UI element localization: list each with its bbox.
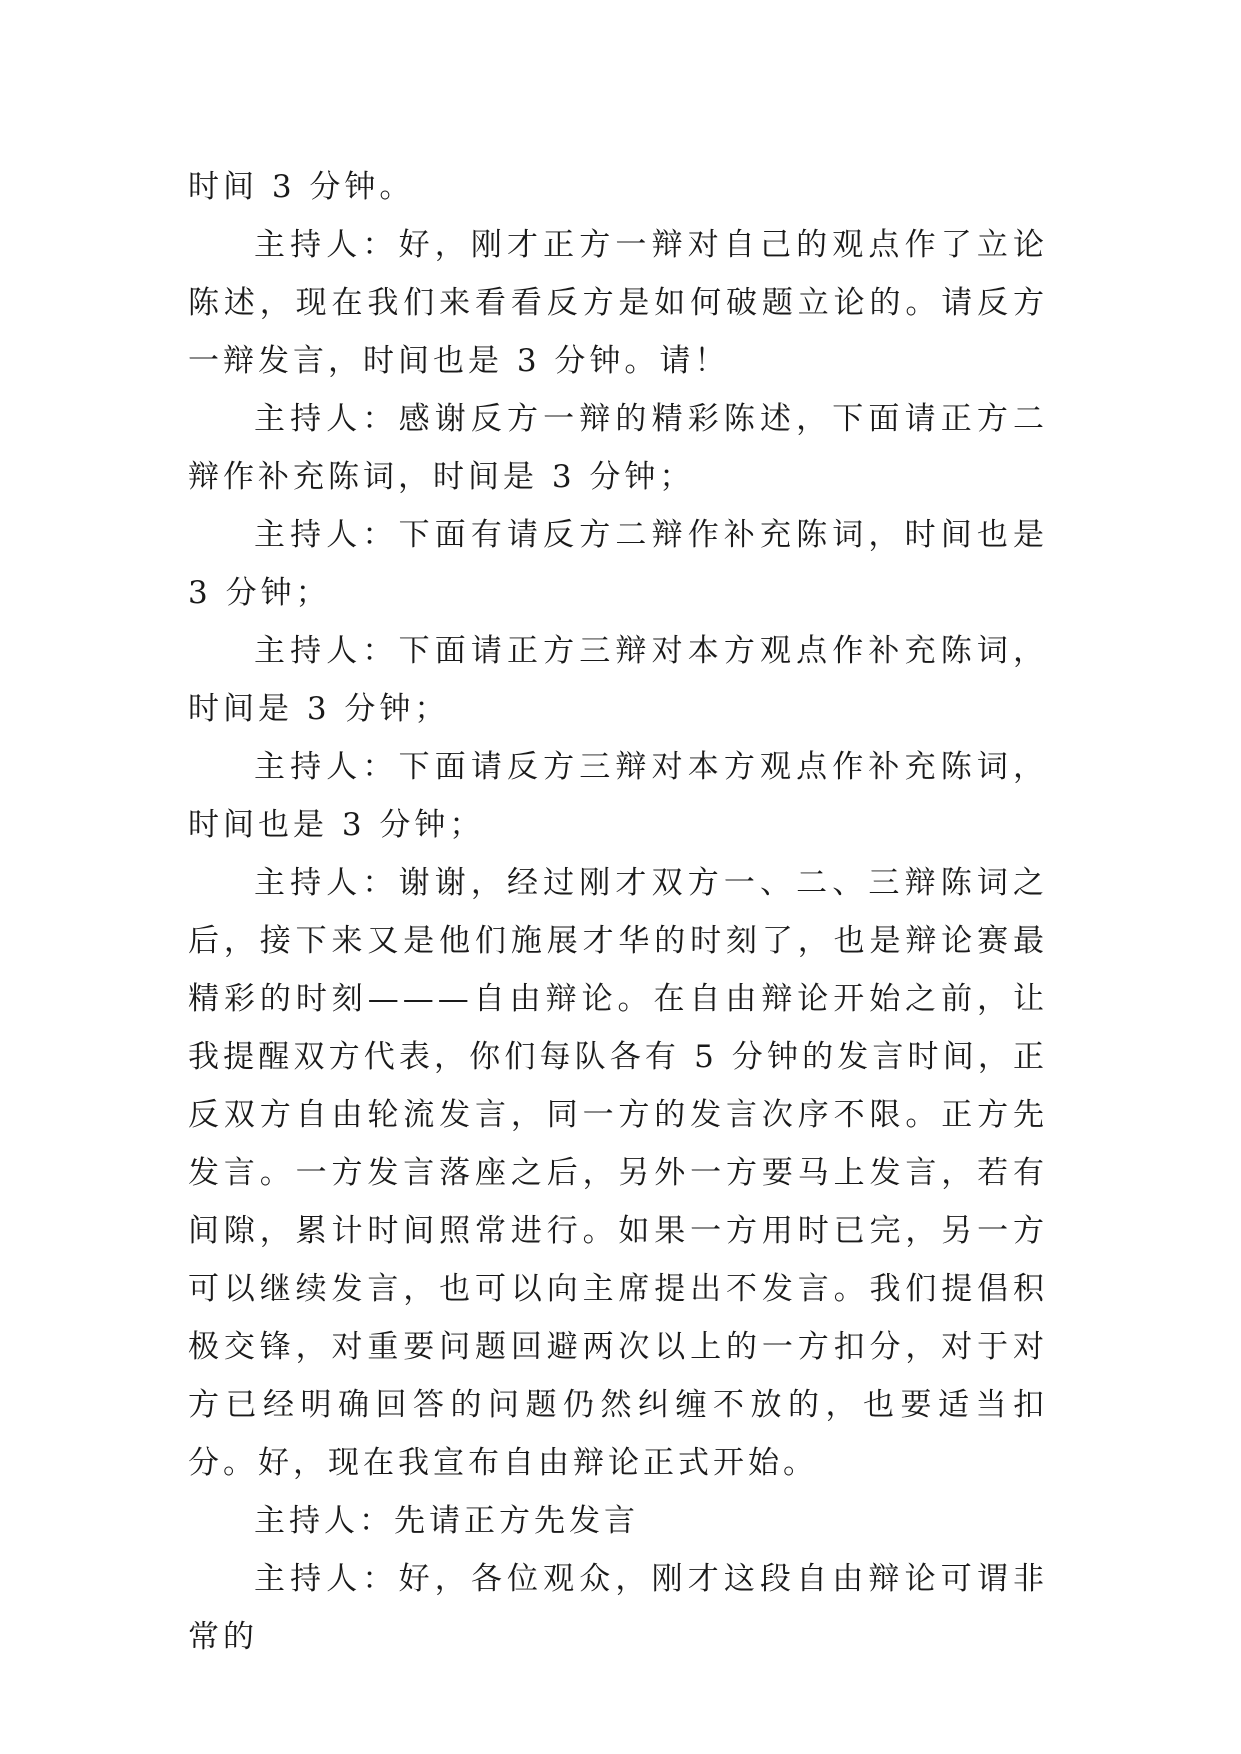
paragraph: 主持人：感谢反方一辩的精彩陈述，下面请正方二辩作补充陈词，时间是 3 分钟；	[188, 401, 1048, 495]
paragraph: 主持人：下面请反方三辩对本方观点作补充陈词，时间也是 3 分钟；	[188, 749, 1048, 843]
paragraph: 主持人：先请正方先发言	[254, 1503, 639, 1539]
paragraph: 主持人：好，刚才正方一辩对自己的观点作了立论陈述，现在我们来看看反方是如何破题立论的。请反方一辩发言，时间也是 3 分钟。请！	[188, 227, 1048, 379]
paragraph: 主持人：好，各位观众，刚才这段自由辩论可谓非常的	[188, 1561, 1048, 1655]
paragraph: 主持人：下面有请反方二辩作补充陈词，时间也是 3 分钟；	[188, 517, 1048, 611]
paragraph: 主持人：谢谢，经过刚才双方一、二、三辩陈词之后，接下来又是他们施展才华的时刻了，也是辩论赛最精彩的时刻———自由辩论。在自由辩论开始之前，让我提醒双方代表，你们每队各有 5 分钟的发言时间，正反双方自由轮流发言，同一方的发言次序不限。正方先发言。一方发言落座之后，另外一方要马上发言，若有间隙，累计时间照常进行。如果一方用时已完，另一方可以继续发言，也可以向主席提出不发言。我们提倡积极交锋，对重要问题回避两次以上的一方扣分，对于对方已经明确回答的问题仍然纠缠不放的，也要适当扣分。好，现在我宣布自由辩论正式开始。	[188, 865, 1048, 1481]
paragraph: 时间 3 分钟。	[188, 169, 415, 205]
paragraph: 主持人：下面请正方三辩对本方观点作补充陈词，时间是 3 分钟；	[188, 633, 1048, 727]
document-body	[188, 158, 1048, 1666]
